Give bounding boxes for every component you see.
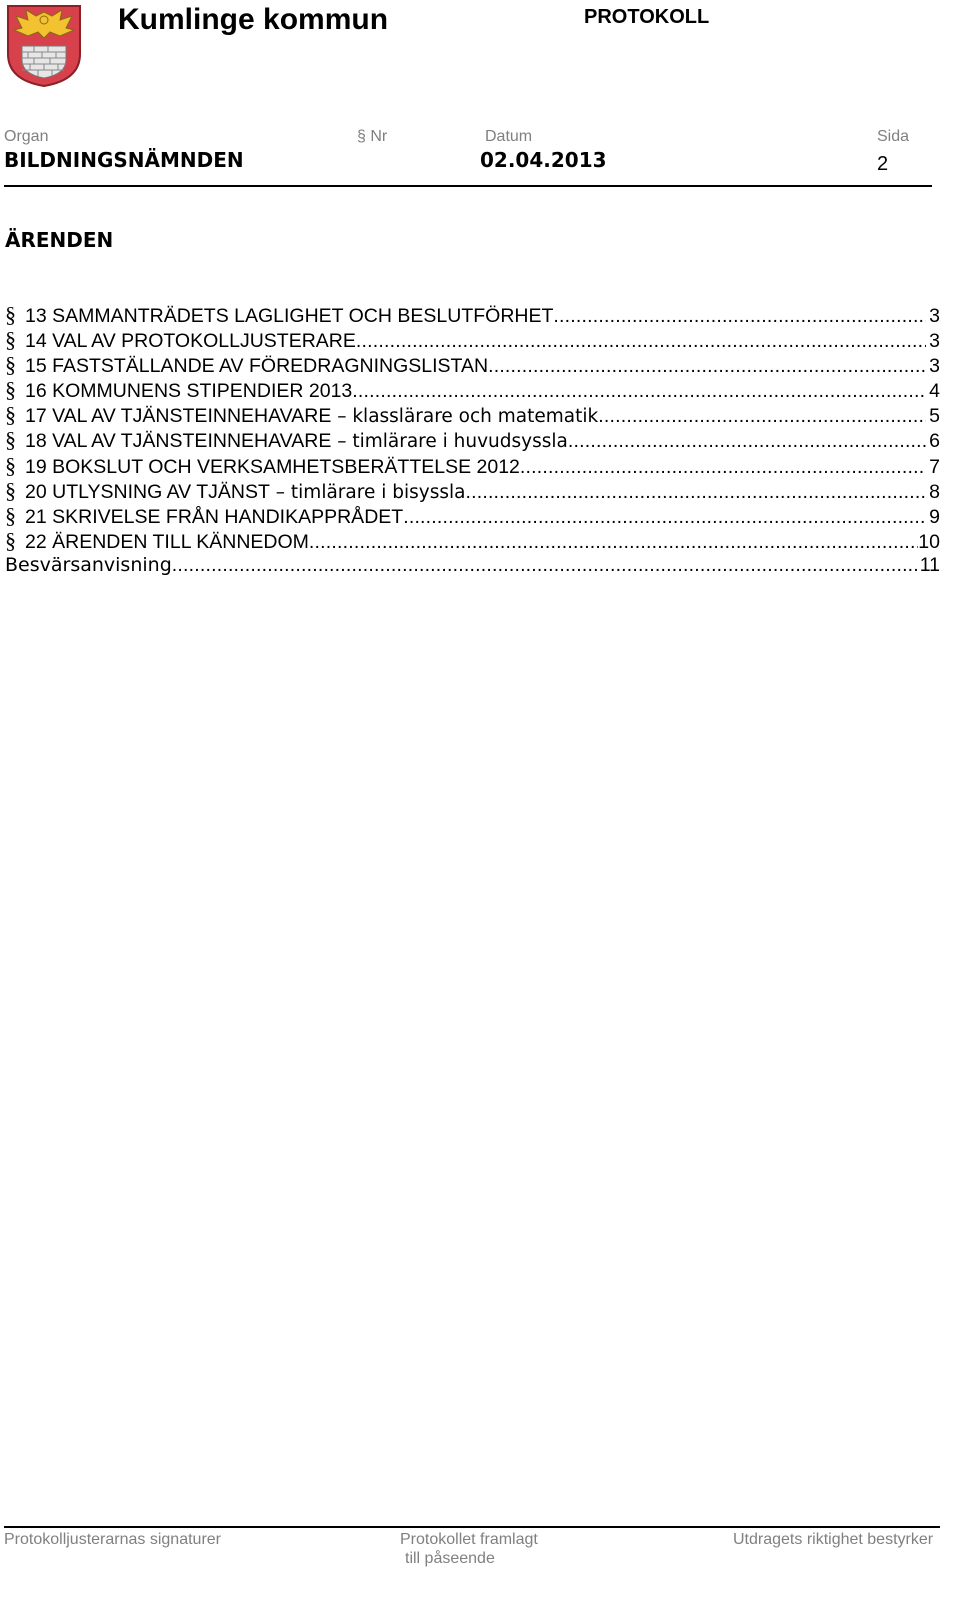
- date-label: Datum: [485, 128, 533, 145]
- toc-item-title: 18 VAL AV TJÄNSTEINNEHAVARE: [25, 430, 332, 453]
- paragraph-sign: §: [5, 377, 16, 403]
- organ-value: BILDNINGSNÄMNDEN: [4, 148, 244, 172]
- footer-presented-label-line2: till påseende: [405, 1550, 495, 1567]
- toc-item[interactable]: [5, 327, 940, 352]
- toc-item-page: 9: [929, 505, 940, 528]
- toc-leader: [356, 329, 926, 352]
- section-title: ÄRENDEN: [5, 228, 114, 252]
- paragraph-sign: §: [5, 327, 16, 353]
- toc-item-title: 15 FASTSTÄLLANDE AV FÖREDRAGNINGSLISTAN: [25, 355, 489, 378]
- paragraph-sign: §: [5, 427, 16, 453]
- toc-item-subtitle: – klasslärare och matematik: [331, 406, 599, 428]
- toc-leader: [598, 404, 926, 427]
- table-of-contents: [5, 302, 940, 578]
- paragraph-sign: §: [5, 402, 16, 428]
- toc-item[interactable]: [5, 478, 940, 503]
- toc-item-title: Besvärsanvisning: [5, 553, 172, 576]
- toc-item-appeal-instructions[interactable]: [5, 553, 940, 578]
- toc-leader: [309, 530, 918, 553]
- header-divider: [4, 185, 932, 187]
- toc-item-page: 4: [929, 380, 940, 403]
- toc-leader: [465, 480, 926, 503]
- toc-item-title: 13 SAMMANTRÄDETS LAGLIGHET OCH BESLUTFÖRHET: [25, 305, 554, 327]
- toc-item[interactable]: [5, 377, 940, 402]
- paragraph-sign: §: [5, 527, 16, 553]
- toc-item-title: 14 VAL AV PROTOKOLLJUSTERARE: [25, 330, 356, 353]
- municipality-name: Kumlinge kommun: [118, 3, 389, 36]
- footer-presented-label: Protokollet framlagt: [400, 1531, 538, 1548]
- toc-item-title: 16 KOMMUNENS STIPENDIER 2013: [25, 380, 353, 403]
- paragraph-sign: §: [5, 352, 16, 378]
- toc-item-subtitle: – timlärare i huvudsyssla: [331, 431, 568, 453]
- organ-label: Organ: [4, 128, 49, 145]
- toc-item-page: 11: [919, 553, 940, 576]
- toc-item-page: 7: [929, 455, 940, 478]
- toc-item-page: 3: [929, 330, 940, 353]
- toc-item-page: 5: [929, 405, 940, 428]
- toc-item-title: 19 BOKSLUT OCH VERKSAMHETSBERÄTTELSE 2012: [25, 455, 520, 478]
- footer-signatures-label: Protokolljusterarnas signaturer: [4, 1531, 221, 1548]
- page-label: Sida: [877, 128, 910, 145]
- toc-leader: [403, 505, 926, 528]
- toc-item[interactable]: [5, 427, 940, 452]
- toc-leader: [172, 553, 920, 578]
- page-number: 2: [877, 153, 889, 175]
- toc-leader: [488, 354, 926, 377]
- paragraph-sign: §: [5, 452, 16, 478]
- paragraph-sign: §: [5, 502, 16, 528]
- toc-item-title: 21 SKRIVELSE FRÅN HANDIKAPPRÅDET: [25, 505, 404, 528]
- toc-leader: [352, 379, 926, 402]
- toc-item[interactable]: [5, 528, 940, 553]
- toc-item-page: 3: [929, 305, 940, 327]
- date-value: 02.04.2013: [480, 148, 607, 172]
- toc-item[interactable]: [5, 302, 940, 327]
- toc-item[interactable]: [5, 352, 940, 377]
- paragraph-sign: §: [5, 477, 16, 503]
- toc-item-title: 17 VAL AV TJÄNSTEINNEHAVARE: [25, 405, 332, 428]
- toc-item-title: 20 UTLYSNING AV TJÄNST: [25, 480, 270, 503]
- toc-item-page: 8: [929, 480, 940, 503]
- footer-divider: [4, 1526, 940, 1528]
- toc-item[interactable]: [5, 402, 940, 427]
- toc-leader: [553, 304, 926, 327]
- coat-of-arms-logo: [4, 2, 84, 88]
- toc-leader: [520, 455, 926, 478]
- toc-item-subtitle: – timlärare i bisyssla: [269, 481, 466, 503]
- document-type: PROTOKOLL: [584, 6, 710, 28]
- paragraph-sign: §: [5, 302, 16, 327]
- toc-leader: [568, 429, 926, 452]
- nr-label: § Nr: [357, 128, 388, 145]
- footer-certified-label: Utdragets riktighet bestyrker: [733, 1531, 934, 1548]
- toc-item-page: 3: [929, 355, 940, 378]
- toc-item-page: 6: [929, 430, 940, 453]
- toc-item-title: 22 ÄRENDEN TILL KÄNNEDOM: [25, 530, 309, 553]
- toc-item[interactable]: [5, 453, 940, 478]
- toc-item[interactable]: [5, 503, 940, 528]
- toc-item-page: 10: [918, 530, 940, 553]
